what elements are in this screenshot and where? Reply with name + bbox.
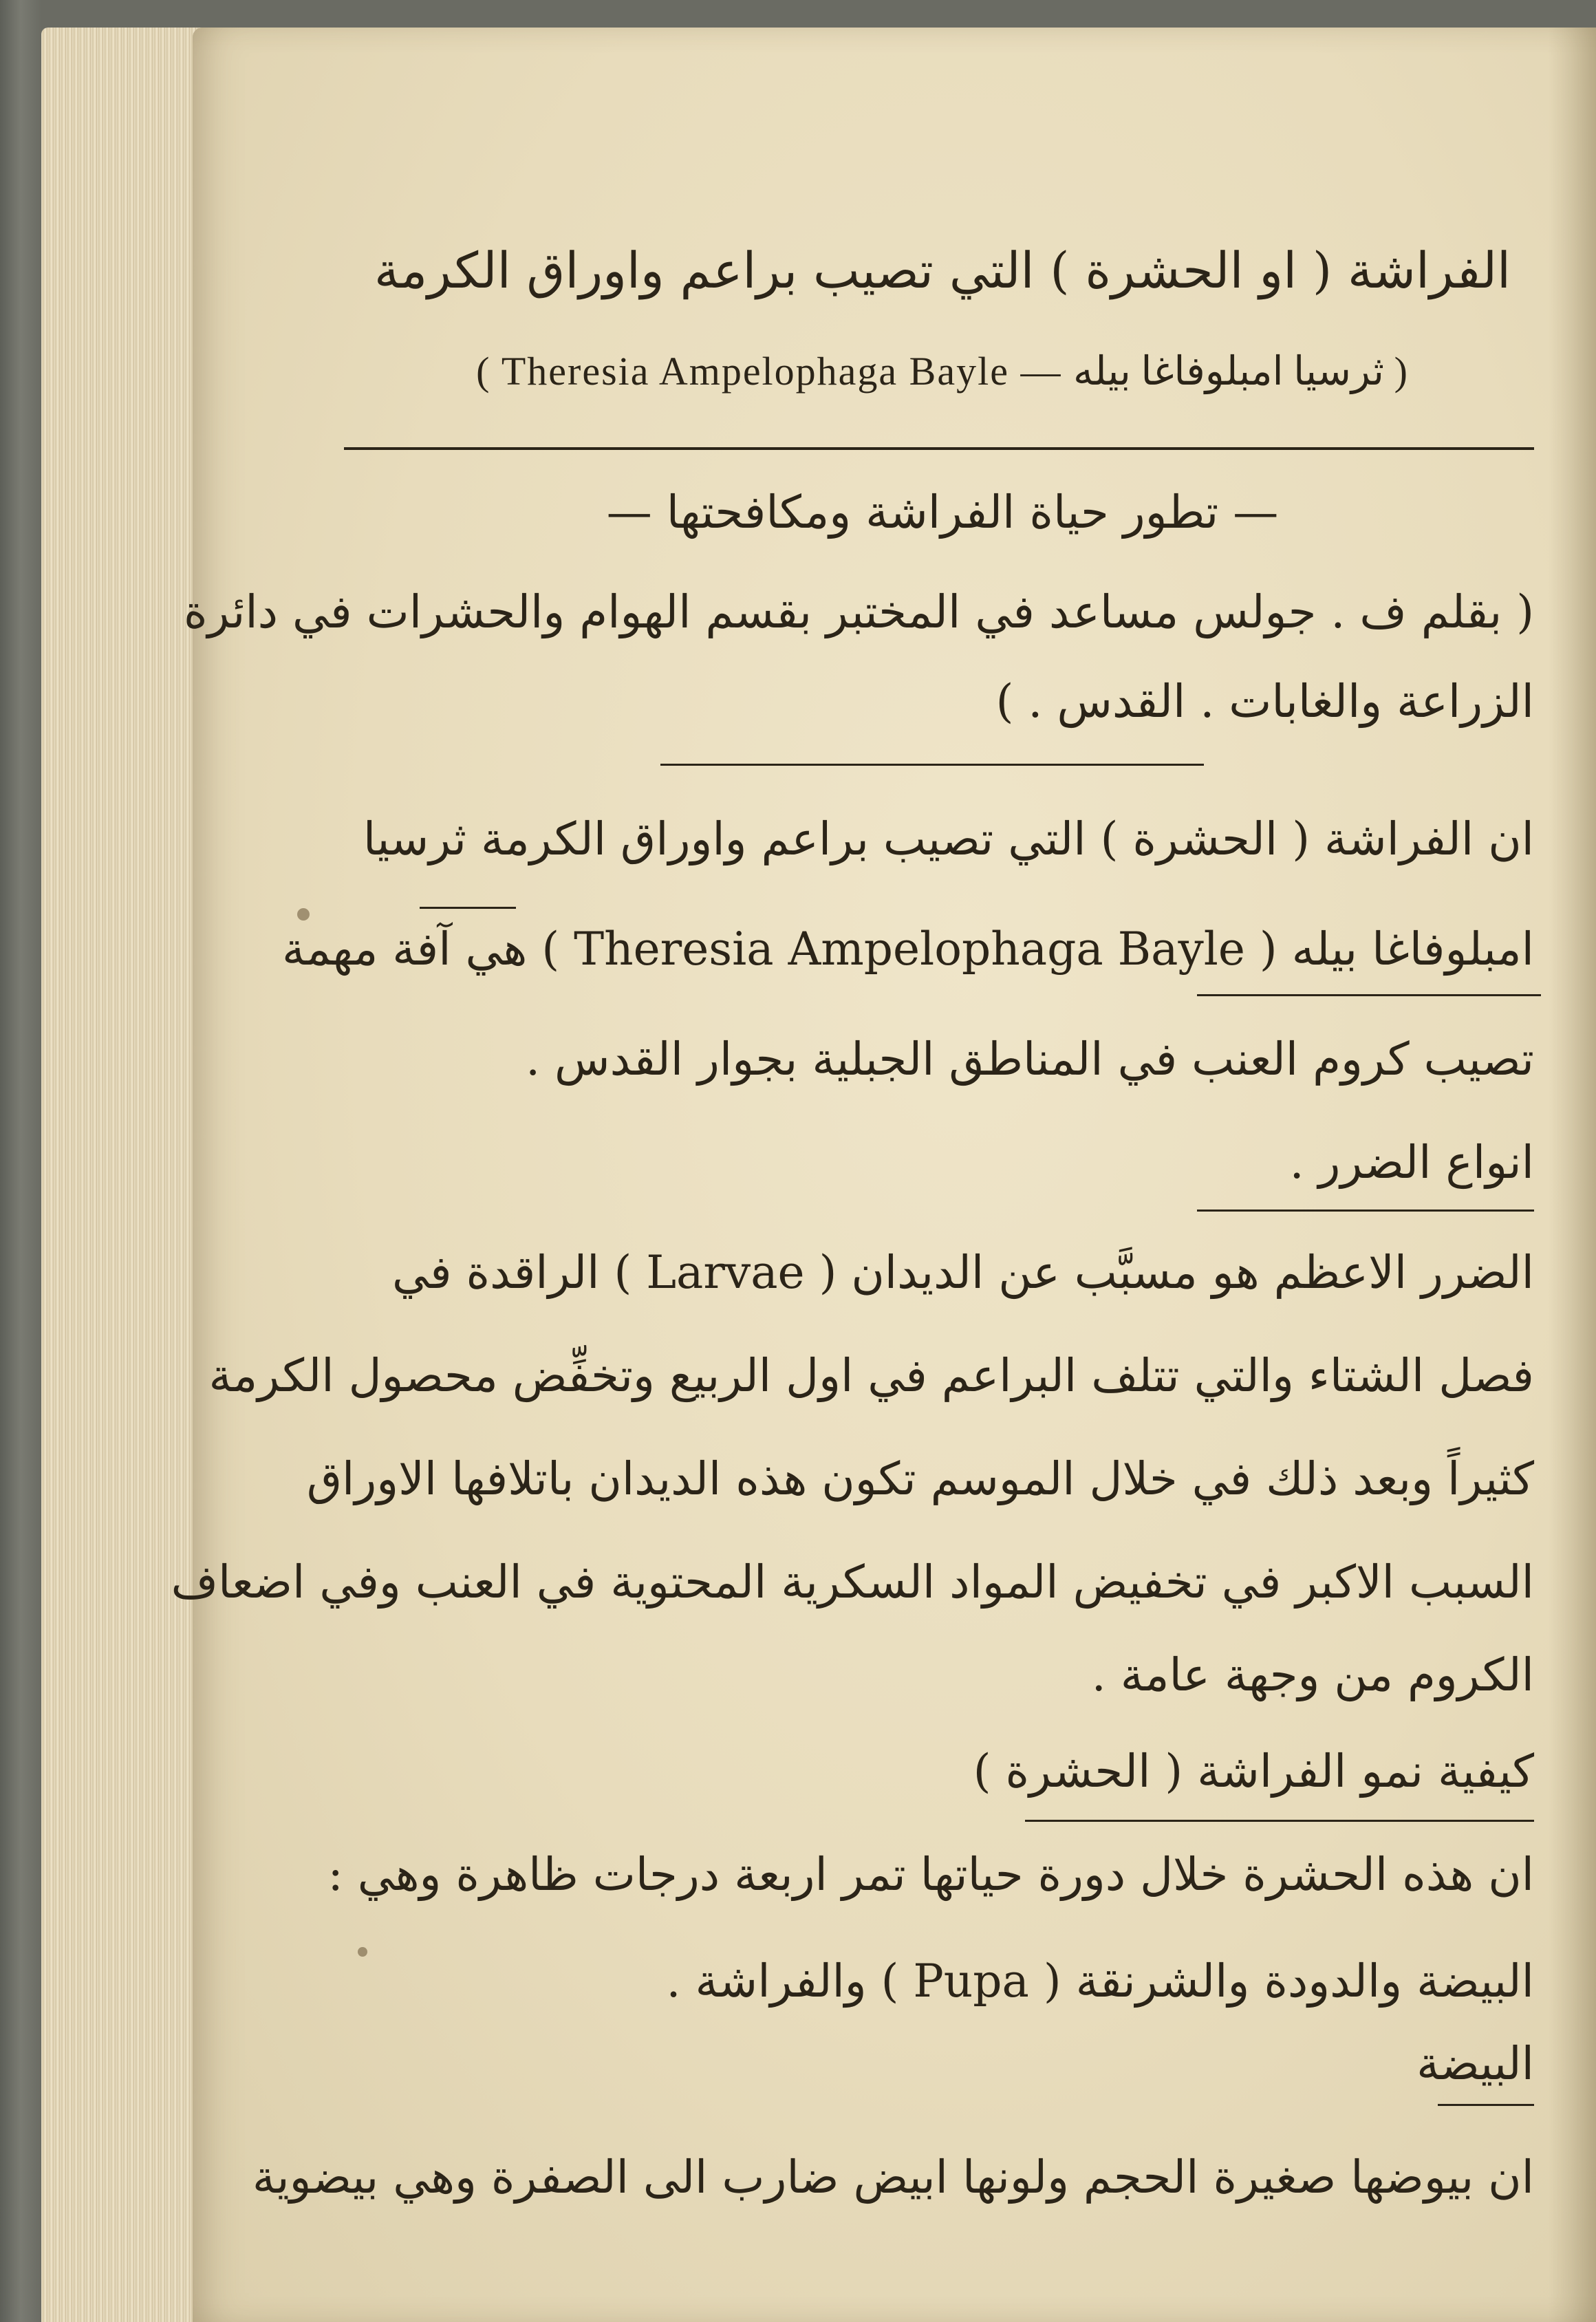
- title-rule: [344, 447, 1534, 450]
- heading-damage-rule: [1197, 1210, 1534, 1212]
- paper-spot: [358, 1947, 367, 1957]
- article-latin-title: ( Theresia Ampelophaga Bayle — ثرسيا امبلوفاغا بيله ): [476, 349, 1409, 394]
- byline-line-1: ( بقلم ف . جولس مساعد في المختبر بقسم الهوام والحشرات في دائرة: [183, 585, 1534, 638]
- underline-mark: [1197, 994, 1541, 996]
- damage-line-2: فصل الشتاء والتي تتلف البراعم في اول الربيع وتخفِّض محصول الكرمة: [208, 1349, 1534, 1402]
- heading-damage-types: انواع الضرر .: [1289, 1136, 1534, 1189]
- paper-spot: [297, 908, 310, 921]
- heading-growth: كيفية نمو الفراشة ( الحشرة ): [973, 1745, 1534, 1798]
- damage-line-4: السبب الاكبر في تخفيض المواد السكرية المحتوية في العنب وفي اضعاف: [171, 1556, 1534, 1609]
- intro-line-2: امبلوفاغا بيله ( Theresia Ampelophaga Bayle ) هي آفة مهمة: [281, 923, 1534, 976]
- heading-egg-rule: [1438, 2104, 1534, 2106]
- article-title: الفراشة ( او الحشرة ) التي تصيب براعم واوراق الكرمة: [374, 241, 1511, 299]
- growth-line-1: ان هذه الحشرة خلال دورة حياتها تمر اربعة درجات ظاهرة وهي :: [327, 1848, 1534, 1901]
- damage-line-5: الكروم من وجهة عامة .: [1091, 1648, 1534, 1701]
- gutter-shadow: [1548, 28, 1596, 2322]
- growth-line-2: البيضة والدودة والشرنقة ( Pupa ) والفراشة .: [666, 1955, 1534, 2008]
- underline-mark: [420, 907, 516, 909]
- damage-line-3: كثيراً وبعد ذلك في خلال الموسم تكون هذه الديدان باتلافها الاوراق: [306, 1452, 1534, 1505]
- damage-line-1: الضرر الاعظم هو مسبَّب عن الديدان ( Larvae ) الراقدة في: [391, 1246, 1534, 1299]
- article-subtitle: — تطور حياة الفراشة ومكافحتها —: [606, 486, 1279, 539]
- intro-line-3: تصيب كروم العنب في المناطق الجبلية بجوار القدس .: [526, 1033, 1534, 1086]
- intro-line-1: ان الفراشة ( الحشرة ) التي تصيب براعم واوراق الكرمة ثرسيا: [363, 813, 1534, 866]
- byline-line-2: الزراعة والغابات . القدس . ): [995, 675, 1534, 728]
- page: [171, 28, 1596, 2322]
- byline-rule: [660, 764, 1204, 766]
- heading-growth-rule: [1025, 1820, 1534, 1822]
- egg-line-1: ان بيوضها صغيرة الحجم ولونها ابيض ضارب الى الصفرة وهي بيضوية: [252, 2151, 1534, 2204]
- heading-egg: البيضة: [1416, 2037, 1534, 2090]
- page-edges: [41, 28, 206, 2322]
